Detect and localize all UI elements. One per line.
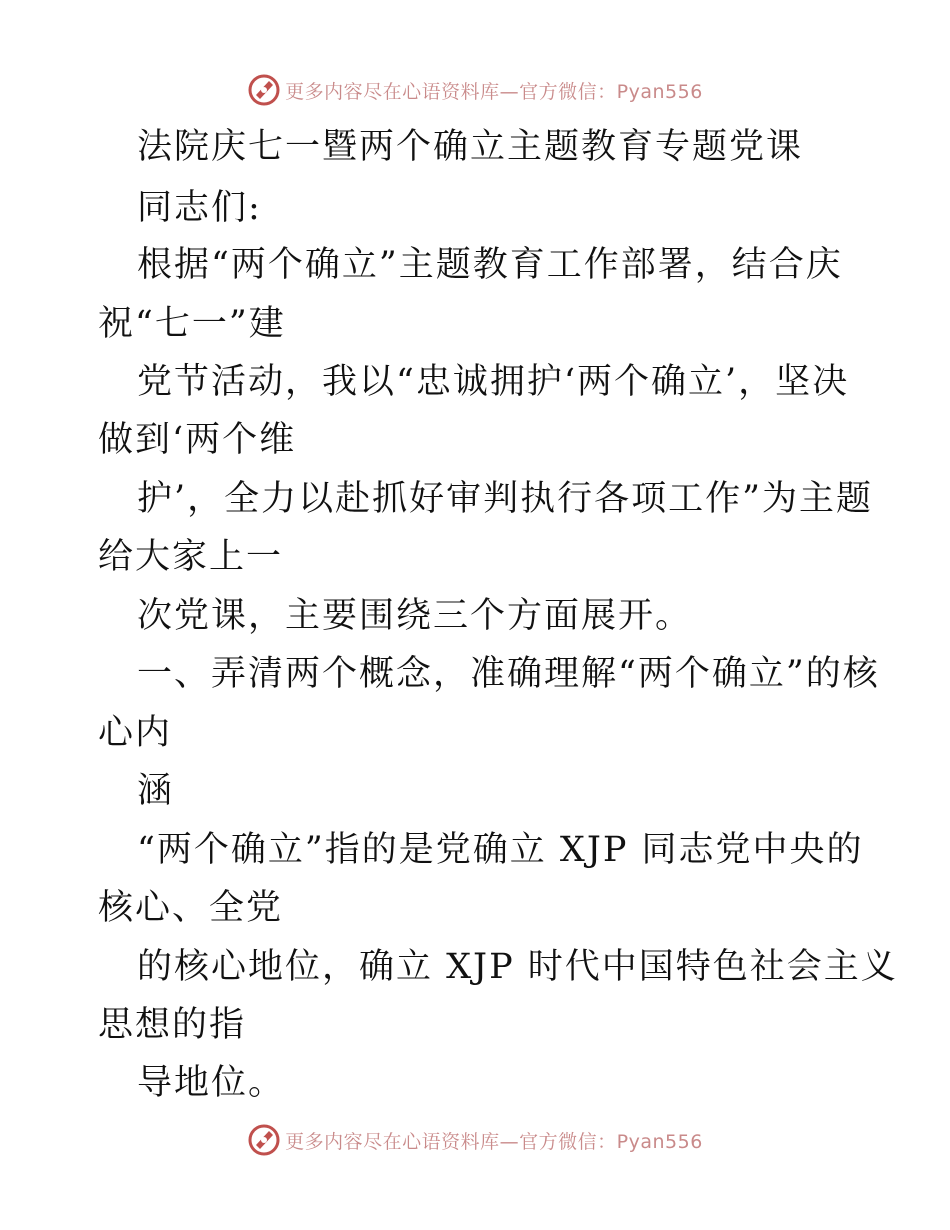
text-line: 根据“两个确立”主题教育工作部署，结合庆 [137,245,843,285]
text-line: 次党课，主要围绕三个方面展开。 [137,596,693,636]
text-line: 思想的指 [98,1005,247,1045]
section-heading: 一、弄清两个概念，准确理解“两个确立”的核 [137,654,880,694]
text-line: 护’，全力以赴抓好审判执行各项工作”为主题 [137,479,874,519]
brand-logo-icon [247,73,281,107]
watermark-footer [0,1120,950,1160]
text-line: “两个确立”指的是党确立 XJP 同志党中央的 [137,830,864,870]
text-line: 党节活动，我以“忠诚拥护‘两个确立’，坚决 [137,362,850,402]
text-line: 的核心地位，确立 XJP 时代中国特色社会主义 [137,947,898,987]
document-title: 法院庆七一暨两个确立主题教育专题党课 [137,127,804,167]
text-line: 做到‘两个维 [98,420,297,460]
text-line: 同志们: [137,188,262,228]
brand-logo-icon [247,1123,281,1157]
text-line: 祝“七一”建 [98,304,286,344]
text-line: 涵 [137,771,175,811]
watermark-text: 更多内容尽在心语资料库—官方微信：Pyan556 [285,80,703,103]
text-line: 核心、全党 [98,888,284,928]
watermark-header [0,70,950,110]
text-line: 心内 [98,713,173,753]
watermark-text: 更多内容尽在心语资料库—官方微信：Pyan556 [285,1130,703,1153]
text-line: 给大家上一 [98,537,284,577]
text-line: 导地位。 [137,1063,286,1103]
